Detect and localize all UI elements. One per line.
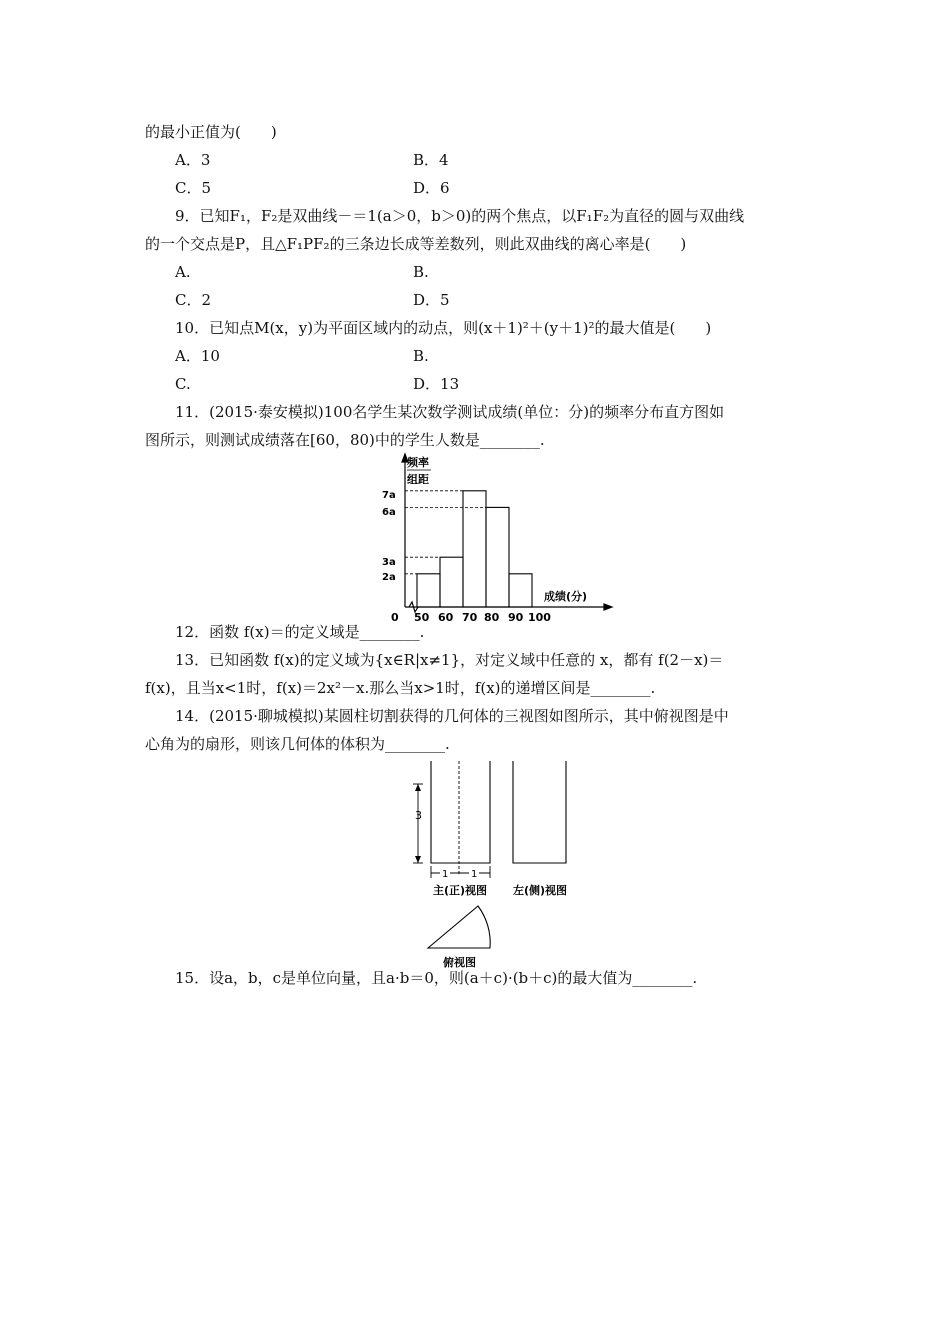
- y-tick-label: 3a: [382, 557, 396, 568]
- top-view-sector: [428, 906, 490, 948]
- option-a: A.: [175, 263, 191, 281]
- width-label: 1: [442, 869, 449, 880]
- option-a: A．10: [175, 347, 220, 365]
- option-c: C．2: [175, 291, 212, 309]
- front-view-outline: [431, 761, 490, 863]
- text-line: 的一个交点是P，且△F₁PF₂的三条边长成等差数列，则此双曲线的离心率是( ): [145, 235, 687, 253]
- x-tick-label: 60: [438, 611, 454, 624]
- x-tick-label: 100: [528, 611, 551, 624]
- y-tick-label: 7a: [382, 490, 396, 501]
- question-14: 14．(2015·聊城模拟)某圆柱切割获得的几何体的三视图如图所示，其中俯视图是中: [175, 707, 729, 725]
- text-line: 的最小正值为( ): [145, 123, 277, 141]
- option-d: D．5: [413, 291, 450, 309]
- x-tick-label: 50: [414, 611, 430, 624]
- histogram-bar: [509, 574, 532, 607]
- option-c: C.: [175, 375, 191, 393]
- x-tick-label: 90: [508, 611, 524, 624]
- height-label: 3: [415, 809, 422, 822]
- question-15: 15．设a，b，c是单位向量，且a·b＝0，则(a＋c)·(b＋c)的最大值为________.: [175, 969, 698, 987]
- origin-label: 0: [391, 611, 399, 624]
- y-axis-label-top: 频率: [407, 456, 429, 469]
- width-label: 1: [471, 869, 478, 880]
- front-view-caption: 主(正)视图: [433, 884, 488, 897]
- histogram-chart: [360, 452, 620, 624]
- text-line: f(x)，且当x<1时，f(x)＝2x²－x.那么当x>1时，f(x)的递增区间是________.: [145, 679, 656, 697]
- question-9: 9．已知F₁，F₂是双曲线－＝1(a＞0，b＞0)的两个焦点，以F₁F₂为直径的圆与双曲线: [175, 207, 745, 225]
- histogram-bar: [463, 491, 486, 607]
- option-b: B．4: [413, 151, 449, 169]
- option-d: D．13: [413, 375, 460, 393]
- x-axis-label: 成绩(分): [544, 590, 588, 603]
- question-12: 12．函数 f(x)＝的定义域是________.: [175, 623, 425, 641]
- question-13: 13．已知函数 f(x)的定义域为{x∈R|x≠1}，对定义域中任意的 x，都有 f(2－x)＝: [175, 651, 724, 669]
- option-b: B.: [413, 347, 429, 365]
- histogram-bar: [417, 574, 440, 607]
- histogram-bar: [486, 507, 509, 607]
- option-a: A．3: [175, 151, 211, 169]
- side-view-outline: [513, 761, 566, 863]
- y-tick-label: 2a: [382, 572, 396, 583]
- histogram-bar: [440, 557, 463, 607]
- x-tick-label: 70: [462, 611, 478, 624]
- text-line: 图所示，则测试成绩落在[60，80)中的学生人数是________.: [145, 431, 545, 449]
- option-c: C．5: [175, 179, 212, 197]
- y-axis-label-bottom: 组距: [407, 473, 429, 486]
- y-tick-label: 6a: [382, 507, 396, 518]
- option-b: B.: [413, 263, 429, 281]
- top-view-caption: 俯视图: [443, 956, 476, 969]
- text-line: 心角为的扇形，则该几何体的体积为________.: [145, 735, 450, 753]
- side-view-caption: 左(侧)视图: [513, 884, 568, 897]
- three-view-figure: [400, 756, 590, 970]
- question-11: 11．(2015·泰安模拟)100名学生某次数学测试成绩(单位：分)的频率分布直方图如: [175, 403, 725, 421]
- question-10: 10．已知点M(x，y)为平面区域内的动点，则(x＋1)²＋(y＋1)²的最大值是( ): [175, 319, 712, 337]
- x-tick-label: 80: [484, 611, 500, 624]
- option-d: D．6: [413, 179, 450, 197]
